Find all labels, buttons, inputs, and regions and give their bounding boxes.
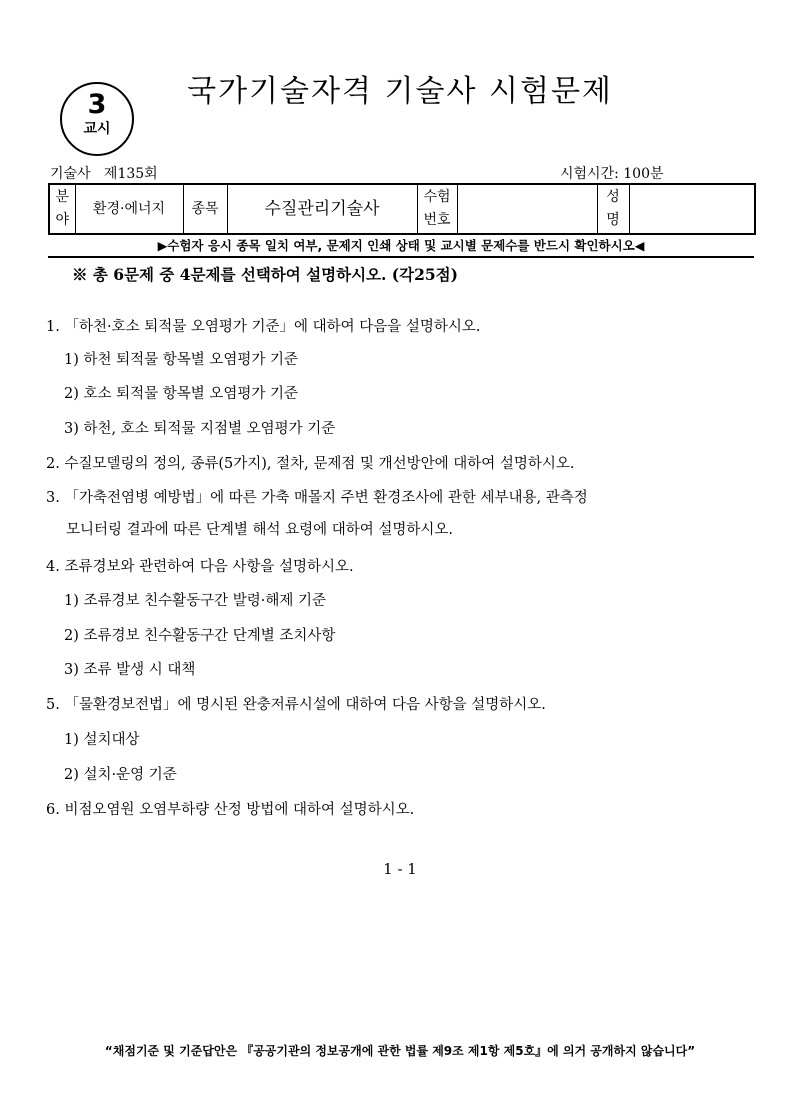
- page-number: 1 - 1: [383, 860, 417, 878]
- name-label-line1: 성: [606, 189, 620, 205]
- question-1-sub-1: 1) 하천 퇴적물 항목별 오염평가 기준: [64, 352, 299, 368]
- question-6: 6. 비점오염원 오염부하량 산정 방법에 대하여 설명하시오.: [46, 802, 415, 818]
- exam-number-label-line2: 번호: [423, 212, 451, 228]
- session-label: 교시: [83, 121, 111, 137]
- instruction: ※ 총 6문제 중 4문제를 선택하여 설명하시오. (각25점): [72, 265, 458, 284]
- field-label-line1: 분: [55, 189, 70, 205]
- field-label: [49, 184, 75, 234]
- session-badge: [60, 82, 134, 156]
- name-field[interactable]: [629, 184, 755, 234]
- question-5-sub-2: 2) 설치·운영 기준: [64, 767, 177, 783]
- footer-notice: “채점기준 및 기준답안은 『공공기관의 정보공개에 관한 법률 제9조 제1항 제5호』에 의거 공개하지 않습니다”: [104, 1044, 696, 1058]
- exam-round: 기술사 제135회: [50, 166, 158, 182]
- page-title: 국가기술자격 기술사 시험문제: [187, 74, 613, 109]
- notice-banner: ▶수험자 응시 종목 일치 여부, 문제지 인쇄 상태 및 교시별 문제수를 반드시 확인하시오◀: [48, 236, 754, 258]
- exam-number-label-line1: 수험: [423, 189, 451, 205]
- name-label: [597, 184, 629, 234]
- exam-number-field[interactable]: [457, 184, 597, 234]
- question-3-line-2: 모니터링 결과에 따른 단계별 해석 요령에 대하여 설명하시오.: [66, 522, 454, 538]
- question-1-sub-2: 2) 호소 퇴적물 항목별 오염평가 기준: [64, 386, 299, 402]
- exam-number-label: [417, 184, 457, 234]
- item-value: 수질관리기술사: [227, 184, 417, 234]
- item-label: 종목: [183, 184, 227, 234]
- name-label-line2: 명: [606, 212, 620, 228]
- question-5-sub-1: 1) 설치대상: [64, 732, 140, 748]
- field-value: 환경·에너지: [75, 184, 183, 234]
- question-4-sub-3: 3) 조류 발생 시 대책: [64, 662, 196, 678]
- question-4-sub-1: 1) 조류경보 친수활동구간 발령·해제 기준: [64, 593, 327, 609]
- question-3-line-1: 3. 「가축전염병 예방법」에 따른 가축 매몰지 주변 환경조사에 관한 세부내용, 관측정: [46, 490, 588, 506]
- question-4-sub-2: 2) 조류경보 친수활동구간 단계별 조치사항: [64, 628, 336, 644]
- field-label-line2: 야: [55, 212, 70, 228]
- question-5: 5. 「물환경보전법」에 명시된 완충저류시설에 대하여 다음 사항을 설명하시오.: [46, 697, 546, 713]
- exam-time: 시험시간: 100분: [560, 166, 664, 182]
- question-1-sub-3: 3) 하천, 호소 퇴적물 지점별 오염평가 기준: [64, 421, 336, 437]
- exam-info-table: [48, 183, 756, 235]
- question-1: 1. 「하천·호소 퇴적물 오염평가 기준」에 대하여 다음을 설명하시오.: [46, 319, 481, 335]
- question-2: 2. 수질모델링의 정의, 종류(5가지), 절차, 문제점 및 개선방안에 대하여 설명하시오.: [46, 456, 575, 472]
- question-4: 4. 조류경보와 관련하여 다음 사항을 설명하시오.: [46, 559, 354, 575]
- session-number: 3: [87, 89, 107, 120]
